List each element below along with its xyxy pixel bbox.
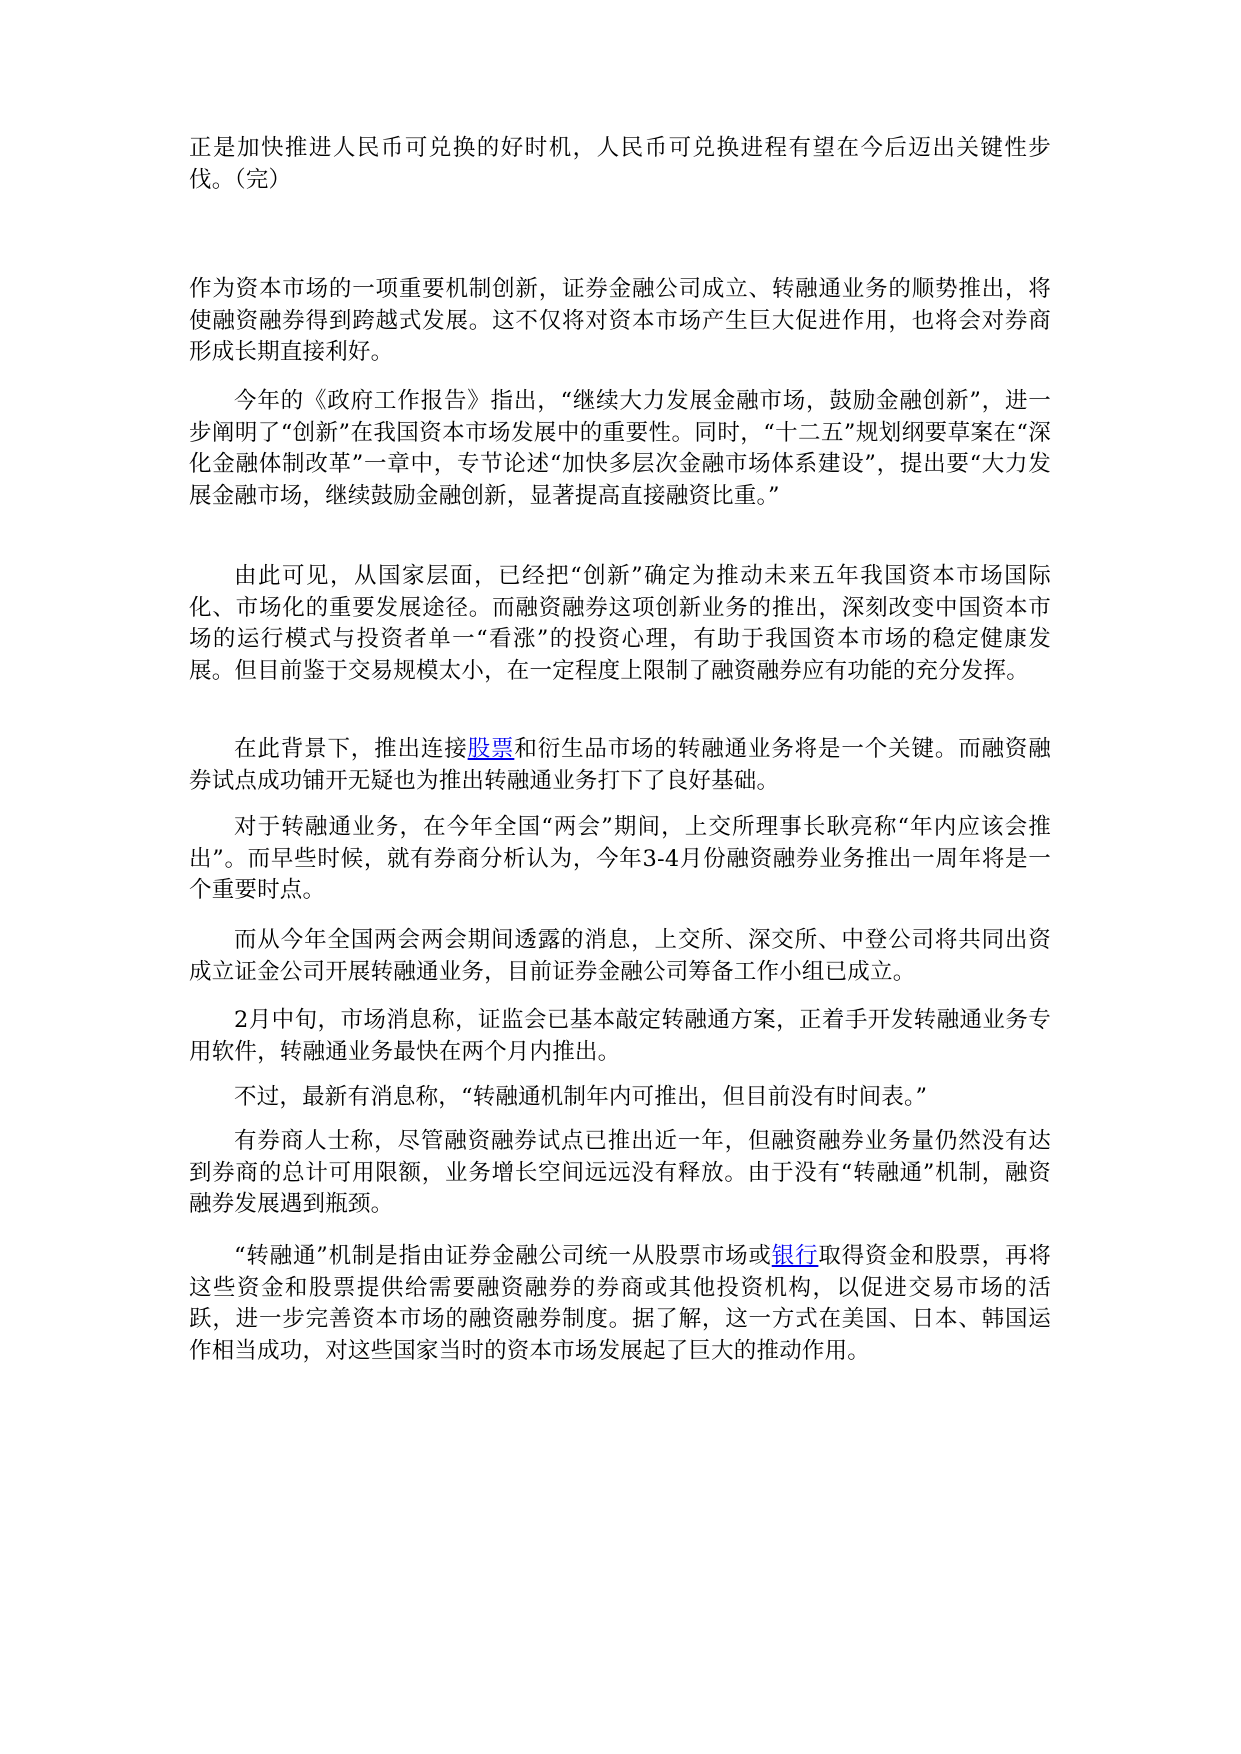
paragraph-5-text-after: 和衍生品市场的转融通业务将是一个关键。而融资融券试点成功铺开无疑也为推出转融通业务打下了良好基础。	[189, 736, 1051, 794]
paragraph-6: 对于转融通业务，在今年全国“两会”期间，上交所理事长耿亮称“年内应该会推出”。而早些时候，就有券商分析认为，今年3-4月份融资融券业务推出一周年将是一个重要时点。	[189, 814, 1051, 903]
paragraph-2: 作为资本市场的一项重要机制创新，证券金融公司成立、转融通业务的顺势推出，将使融资融券得到跨越式发展。这不仅将对资本市场产生巨大促进作用，也将会对券商形成长期直接利好。	[189, 276, 1051, 365]
paragraph-10: 有券商人士称，尽管融资融券试点已推出近一年，但融资融券业务量仍然没有达到券商的总计可用限额，业务增长空间远远没有释放。由于没有“转融通”机制，融资融券发展遇到瓶颈。	[189, 1128, 1051, 1217]
paragraph-11	[189, 1241, 1051, 1367]
paragraph-11-text-after: 取得资金和股票，再将这些资金和股票提供给需要融资融券的券商或其他投资机构，以促进交易市场的活跃，进一步完善资本市场的融资融券制度。据了解，这一方式在美国、日本、韩国运作相当成功，对这些国家当时的资本市场发展起了巨大的推动作用。	[189, 1243, 1051, 1364]
paragraph-3: 今年的《政府工作报告》指出，“继续大力发展金融市场，鼓励金融创新”，进一步阐明了“创新”在我国资本市场发展中的重要性。同时，“十二五”规划纲要草案在“深化金融体制改革”一章中，专节论述“加快多层次金融市场体系建设”，提出要“大力发展金融市场，继续鼓励金融创新，显著提高直接融资比重。”	[189, 388, 1051, 509]
paragraph-8: 2月中旬，市场消息称，证监会已基本敲定转融通方案，正着手开发转融通业务专用软件，转融通业务最快在两个月内推出。	[189, 1007, 1051, 1065]
paragraph-5	[189, 734, 1051, 797]
paragraph-9: 不过，最新有消息称，“转融通机制年内可推出，但目前没有时间表。”	[234, 1084, 928, 1110]
bank-link[interactable]: 银行	[771, 1243, 819, 1269]
paragraph-4: 由此可见，从国家层面，已经把“创新”确定为推动未来五年我国资本市场国际化、市场化的重要发展途径。而融资融券这项创新业务的推出，深刻改变中国资本市场的运行模式与投资者单一“看涨”的投资心理，有助于我国资本市场的稳定健康发展。但目前鉴于交易规模太小，在一定程度上限制了融资融券应有功能的充分发挥。	[189, 563, 1051, 684]
paragraph-11-text-before: “转融通”机制是指由证券金融公司统一从股票市场或	[234, 1243, 772, 1269]
paragraph-1: 正是加快推进人民币可兑换的好时机，人民币可兑换进程有望在今后迈出关键性步伐。（完）	[189, 135, 1051, 193]
paragraph-5-text-before: 在此背景下，推出连接	[234, 736, 468, 762]
stocks-link[interactable]: 股票	[467, 736, 515, 762]
paragraph-7: 而从今年全国两会两会期间透露的消息，上交所、深交所、中登公司将共同出资成立证金公司开展转融通业务，目前证券金融公司筹备工作小组已成立。	[189, 927, 1051, 985]
